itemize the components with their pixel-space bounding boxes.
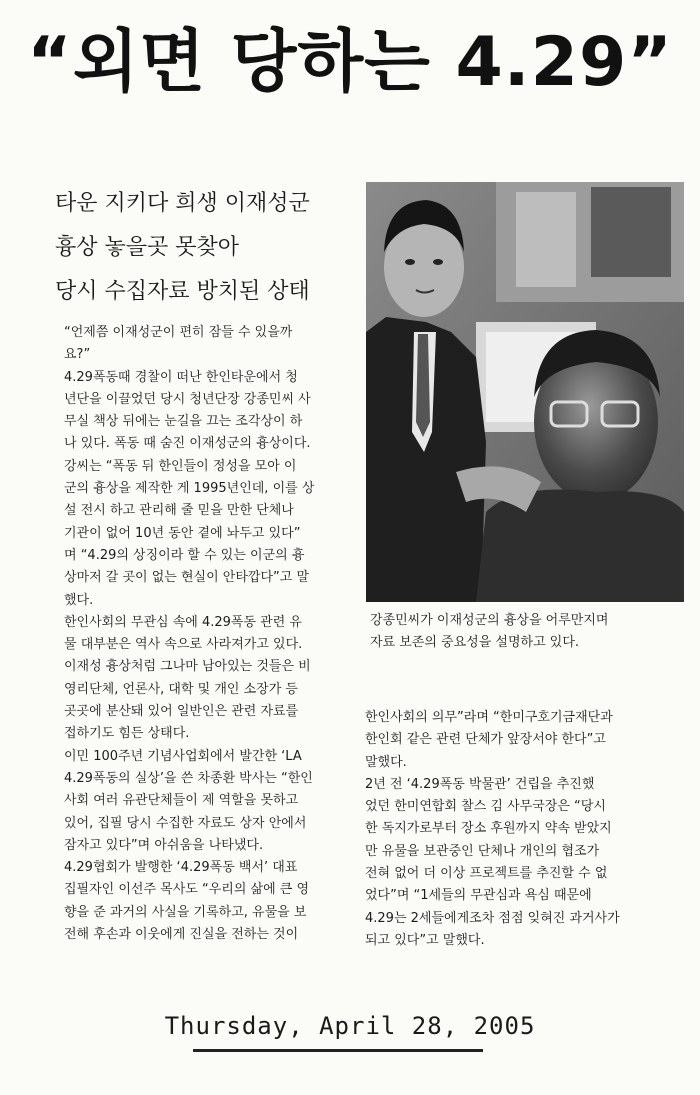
caption-line: 강종민씨가 이재성군의 흉상을 어루만지며 [370, 613, 609, 628]
article-line: 이민 100주년 기념사업회에서 발간한 ‘LA [64, 748, 302, 764]
article-line: 요?” [64, 347, 91, 363]
article-line: 4.29는 2세들에게조차 점점 잊혀진 과거사가 [365, 910, 620, 926]
news-photo [366, 182, 684, 602]
dateline-underline [193, 1049, 483, 1052]
article-line: 무실 책상 뒤에는 눈길을 끄는 조각상이 하 [64, 414, 303, 430]
article-line: 군의 흉상을 제작한 게 1995년인데, 이를 상 [64, 481, 315, 497]
article-line: 었던 한미연합회 찰스 김 사무국장은 “당시 [365, 799, 606, 815]
article-paragraph [365, 774, 675, 952]
article-line: 한 독지가로부터 장소 후원까지 약속 받았지 [365, 821, 612, 837]
article-line: 었다”며 “1세들의 무관심과 욕심 때문에 [365, 888, 592, 904]
subheadline-line: 흉상 놓을곳 못찾아 [55, 235, 240, 260]
article-paragraph [64, 456, 354, 612]
article-paragraph [64, 367, 354, 456]
article-line: 강씨는 “폭동 뒤 한인들이 정성을 모아 이 [64, 458, 297, 474]
article-paragraph [64, 857, 354, 946]
article-line: 기관이 없어 10년 동안 곁에 놔두고 있다” [64, 525, 301, 541]
article-line: 며 “4.29의 상징이라 할 수 있는 이군의 흉 [64, 547, 305, 563]
photo-man-with-bust [366, 182, 684, 602]
article-line: 사회 여러 유관단체들이 제 역할을 못하고 [64, 793, 299, 809]
article-column-left [64, 322, 354, 946]
article-line: “언제쯤 이재성군이 편히 잠들 수 있을까 [64, 325, 293, 340]
article-line: 접하기도 힘든 상태다. [64, 726, 190, 742]
article-paragraph [64, 612, 354, 746]
article-paragraph [64, 746, 354, 857]
article-line: 전혀 없어 더 이상 프로젝트를 추진할 수 없 [365, 866, 608, 882]
caption-line: 자료 보존의 중요성을 설명하고 있다. [370, 635, 580, 650]
article-line: 전해 후손과 이웃에게 진실을 전하는 것이 [64, 927, 299, 943]
headline: “외면 당하는 4.29” [27, 23, 673, 102]
article-line: 설 전시 하고 관리해 줄 믿을 만한 단체나 [64, 503, 294, 519]
article-paragraph [365, 707, 675, 774]
article-column-right [365, 707, 675, 952]
article-line: 집필자인 이선주 목사도 “우리의 삶에 큰 영 [64, 882, 310, 898]
article-line: 한인사회의 무관심 속에 4.29폭동 관련 유 [64, 614, 302, 630]
subheadline-line: 당시 수집자료 방치된 상태 [55, 279, 310, 304]
article-line: 한인사회의 의무”라며 “한미구호기금재단과 [365, 710, 613, 725]
article-line: 향을 준 과거의 사실을 기록하고, 유물을 보 [64, 904, 307, 920]
article-line: 나 있다. 폭동 때 숨진 이재성군의 흉상이다. [64, 436, 311, 452]
article-line: 말했다. [365, 754, 407, 770]
article-line: 물 대부분은 역사 속으로 사라져가고 있다. [64, 637, 303, 653]
article-line: 있어, 집필 당시 수집한 자료도 상자 안에서 [64, 815, 307, 831]
article-line: 상마저 갈 곳이 없는 현실이 안타깝다”고 말 [64, 570, 310, 586]
article-line: 2년 전 ‘4.29폭동 박물관’ 건립을 추진했 [365, 776, 595, 792]
article-line: 이재성 흉상처럼 그나마 남아있는 것들은 비 [64, 659, 311, 675]
subheadline [55, 182, 360, 314]
article-line: 한인회 같은 관련 단체가 앞장서야 한다”고 [365, 732, 606, 748]
article-line: 년단을 이끌었던 당시 청년단장 강종민씨 사 [64, 391, 311, 407]
article-line: 했다. [64, 592, 94, 608]
article-line: 되고 있다”고 말했다. [365, 932, 485, 948]
article-paragraph [64, 322, 354, 367]
article-line: 4.29폭동의 실상’을 쓴 차종환 박사는 “한인 [64, 770, 313, 786]
article-line: 만 유물을 보관중인 단체나 개인의 협조가 [365, 843, 600, 859]
article-line: 4.29폭동때 경찰이 떠난 한인타운에서 청 [64, 369, 298, 385]
article-line: 곳곳에 분산돼 있어 일반인은 관련 자료를 [64, 704, 299, 720]
article-line: 영리단체, 언론사, 대학 및 개인 소장가 등 [64, 681, 298, 697]
photo-caption [370, 610, 680, 654]
article-line: 잠자고 있다”며 아쉬움을 나타냈다. [64, 837, 264, 853]
dateline: Thursday, April 28, 2005 [164, 1012, 536, 1040]
article-line: 4.29협회가 발행한 ‘4.29폭동 백서’ 대표 [64, 860, 298, 876]
subheadline-line: 타운 지키다 희생 이재성군 [55, 191, 310, 216]
